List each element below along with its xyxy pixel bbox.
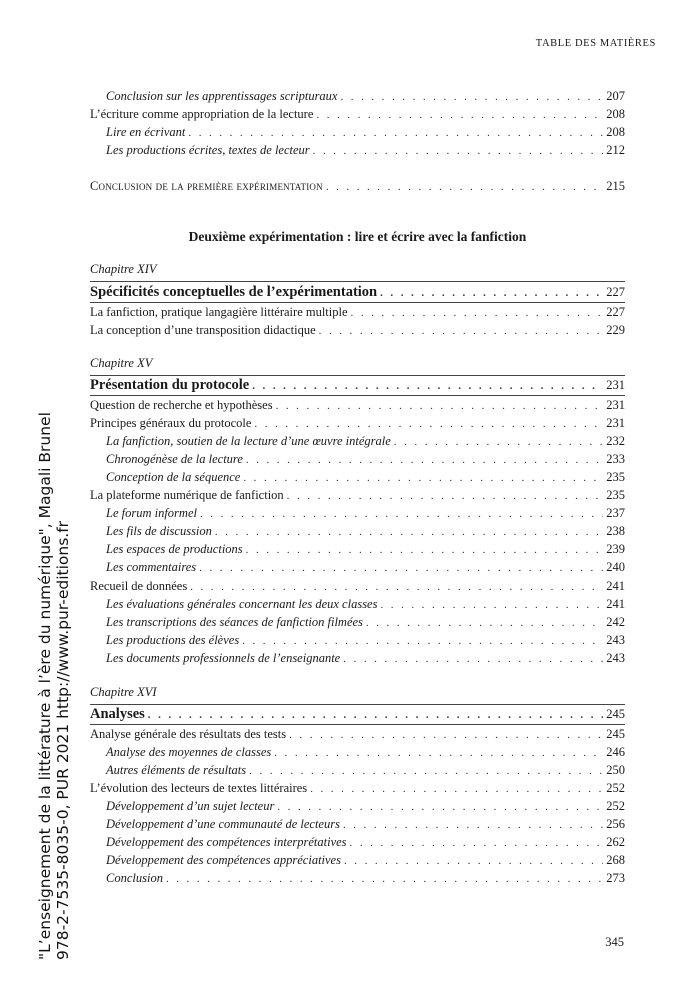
toc-page-number: 256 [606, 817, 625, 831]
toc-entry-label: Analyses [90, 706, 145, 722]
copyright-sidebar [0, 0, 70, 989]
toc-entry-label: Conclusion sur les apprentissages scripturaux [106, 89, 338, 103]
toc-entry-label: Les espaces de productions [106, 542, 243, 556]
dot-leader [252, 376, 603, 396]
running-head: TABLE DES MATIÈRES [535, 38, 656, 49]
toc-entry-label: La plateforme numérique de fanfiction [90, 488, 284, 502]
section-title: Deuxième expérimentation : lire et écrire avec la fanfiction [188, 229, 527, 244]
toc-entry[interactable] [106, 631, 625, 649]
toc-chapter-title[interactable] [90, 375, 625, 395]
toc-entry-label: Les évaluations générales concernant les deux classes [106, 597, 378, 611]
toc-entry[interactable] [106, 468, 625, 486]
dot-leader [287, 487, 604, 505]
chapter-label: Chapitre XIV [90, 262, 157, 276]
toc-entry[interactable] [106, 87, 625, 105]
toc-entry-label: Les transcriptions des séances de fanfiction filmées [106, 615, 363, 629]
dot-leader [380, 596, 603, 614]
toc-entry-label: Présentation du protocole [90, 377, 250, 393]
dot-leader [254, 415, 603, 433]
dot-leader [148, 705, 603, 725]
toc-entry-label: La fanfiction, soutien de la lecture d’une œuvre intégrale [106, 434, 391, 448]
toc-page-number: 233 [606, 452, 625, 466]
toc-page-number: 252 [606, 799, 625, 813]
toc-entry-label: Chronogénèse de la lecture [106, 452, 243, 466]
dot-leader [242, 632, 603, 650]
copyright-line-isbn: 978-2-7535-8035-0, PUR 2021 http://www.pur-editions.fr [54, 520, 72, 960]
dot-leader [326, 178, 603, 196]
toc-page-number: 207 [606, 89, 625, 103]
toc-page-number: 238 [606, 524, 625, 538]
toc-entry-label: Principes généraux du protocole [90, 416, 252, 430]
dot-leader [243, 469, 603, 487]
toc-entry[interactable] [106, 869, 625, 887]
dot-leader [343, 650, 603, 668]
dot-leader [350, 834, 604, 852]
dot-leader [343, 816, 603, 834]
toc-entry-label: Autres éléments de résultats [106, 763, 247, 777]
dot-leader [246, 451, 603, 469]
toc-page-number: 231 [606, 378, 625, 392]
toc-page-number: 245 [606, 707, 625, 721]
dot-leader [344, 852, 603, 870]
toc-page-number: 235 [606, 488, 625, 502]
toc-page-number: 239 [606, 542, 625, 556]
chapter-label: Chapitre XV [90, 356, 153, 370]
dot-leader [366, 614, 603, 632]
toc-entry-label: Lire en écrivant [106, 125, 186, 139]
dot-leader [310, 780, 603, 798]
dot-leader [190, 578, 603, 596]
toc-entry-label: Conclusion [106, 871, 163, 885]
chapter-label: Chapitre XVI [90, 685, 157, 699]
dot-leader [200, 505, 603, 523]
toc-entry-label: Développement des compétences interprétatives [106, 835, 347, 849]
toc-entry[interactable] [106, 743, 625, 761]
toc-page-number: 250 [606, 763, 625, 777]
toc-page-number: 208 [606, 125, 625, 139]
dot-leader [380, 283, 603, 303]
toc-entry-label: Développement d’une communauté de lecteurs [106, 817, 340, 831]
dot-leader [188, 124, 603, 142]
toc-entry[interactable] [90, 177, 625, 195]
toc-page-number: 241 [606, 597, 625, 611]
toc-page-number: 243 [606, 651, 625, 665]
dot-leader [394, 433, 603, 451]
toc-entry[interactable] [90, 396, 625, 414]
toc-entry-label: Les fils de discussion [106, 524, 212, 538]
dot-leader [277, 798, 603, 816]
dot-leader [340, 88, 603, 106]
toc-page-number: 273 [606, 871, 625, 885]
toc-entry[interactable] [106, 833, 625, 851]
toc-entry-label: Question de recherche et hypothèses [90, 398, 273, 412]
toc-entry[interactable] [106, 504, 625, 522]
toc-page-number: 243 [606, 633, 625, 647]
toc-entry[interactable] [90, 779, 625, 797]
toc-entry[interactable] [106, 595, 625, 613]
toc-page-number: 241 [606, 579, 625, 593]
toc-page-number: 262 [606, 835, 625, 849]
toc-entry[interactable] [90, 577, 625, 595]
dot-leader [199, 559, 603, 577]
toc-entry-label: Analyse générale des résultats des tests [90, 727, 287, 741]
toc-page-number: 246 [606, 745, 625, 759]
dot-leader [313, 142, 604, 160]
toc-entry[interactable] [106, 540, 625, 558]
toc-page-number: 229 [606, 323, 625, 337]
dot-leader [166, 870, 603, 888]
toc-chapter-title[interactable] [90, 282, 625, 302]
toc-entry-label: L’écriture comme appropriation de la lecture [90, 107, 314, 121]
toc-entry-label: Conception de la séquence [106, 470, 241, 484]
copyright-line-title: "L’enseignement de la littérature à l’ère du numérique", Magali Brunel [36, 412, 54, 960]
dot-leader [289, 726, 603, 744]
toc-entry[interactable] [90, 414, 625, 432]
toc-entry[interactable] [90, 725, 625, 743]
toc-entry[interactable] [90, 303, 625, 321]
toc-page-number: 208 [606, 107, 625, 121]
toc-entry[interactable] [106, 522, 625, 540]
toc-page-number: 231 [606, 416, 625, 430]
toc-page-number: 215 [606, 179, 625, 193]
toc-page-number: 242 [606, 615, 625, 629]
toc-entry-label: Spécificités conceptuelles de l’expérimentation [90, 284, 378, 300]
page-number: 345 [605, 935, 624, 949]
toc-entry[interactable] [106, 558, 625, 576]
toc-entry-label: La conception d’une transposition didactique [90, 323, 316, 337]
toc-entry-label: Les commentaires [106, 560, 197, 574]
toc-entry-label: L’évolution des lecteurs de textes littéraires [90, 781, 308, 795]
toc-entry-label: Le forum informel [106, 506, 197, 520]
toc-entry[interactable] [106, 761, 625, 779]
toc-entry[interactable] [106, 815, 625, 833]
toc-entry[interactable] [106, 123, 625, 141]
toc-entry[interactable] [106, 432, 625, 450]
dot-leader [276, 397, 604, 415]
dot-leader [249, 762, 603, 780]
copyright-notice [36, 412, 72, 960]
toc-entry-label: Les productions des élèves [106, 633, 240, 647]
toc-page-number: 212 [606, 143, 625, 157]
toc-entry-label: Développement d’un sujet lecteur [106, 799, 275, 813]
toc-entry-label: Conclusion de la première expérimentation [90, 179, 323, 193]
toc-entry[interactable] [90, 321, 625, 339]
toc-entry-label: Analyse des moyennes de classes [106, 745, 272, 759]
toc-entry-label: Recueil de données [90, 579, 188, 593]
toc-entry[interactable] [106, 613, 625, 631]
toc-entry-label: Développement des compétences appréciatives [106, 853, 341, 867]
toc-entry[interactable] [90, 486, 625, 504]
toc-entry[interactable] [106, 851, 625, 869]
toc-chapter-title[interactable] [90, 704, 625, 724]
toc-page-number: 227 [606, 305, 625, 319]
dot-leader [319, 322, 604, 340]
dot-leader [246, 541, 604, 559]
toc-entry[interactable] [90, 105, 625, 123]
toc-entry[interactable] [106, 141, 625, 159]
toc-entry-label: La fanfiction, pratique langagière littéraire multiple [90, 305, 348, 319]
toc-page-number: 232 [606, 434, 625, 448]
toc-page-number: 268 [606, 853, 625, 867]
toc-entry[interactable] [106, 797, 625, 815]
dot-leader [351, 304, 604, 322]
toc-entry[interactable] [106, 450, 625, 468]
toc-page-number: 235 [606, 470, 625, 484]
toc-page-number: 245 [606, 727, 625, 741]
toc-page-number: 231 [606, 398, 625, 412]
toc-entry[interactable] [106, 649, 625, 667]
toc-page-number: 252 [606, 781, 625, 795]
toc-entry-label: Les documents professionnels de l’enseignante [106, 651, 341, 665]
toc-page-number: 237 [606, 506, 625, 520]
toc-entry-label: Les productions écrites, textes de lecteur [106, 143, 310, 157]
dot-leader [274, 744, 603, 762]
dot-leader [316, 106, 603, 124]
toc-page-number: 227 [606, 285, 625, 299]
dot-leader [215, 523, 603, 541]
toc-page-number: 240 [606, 560, 625, 574]
